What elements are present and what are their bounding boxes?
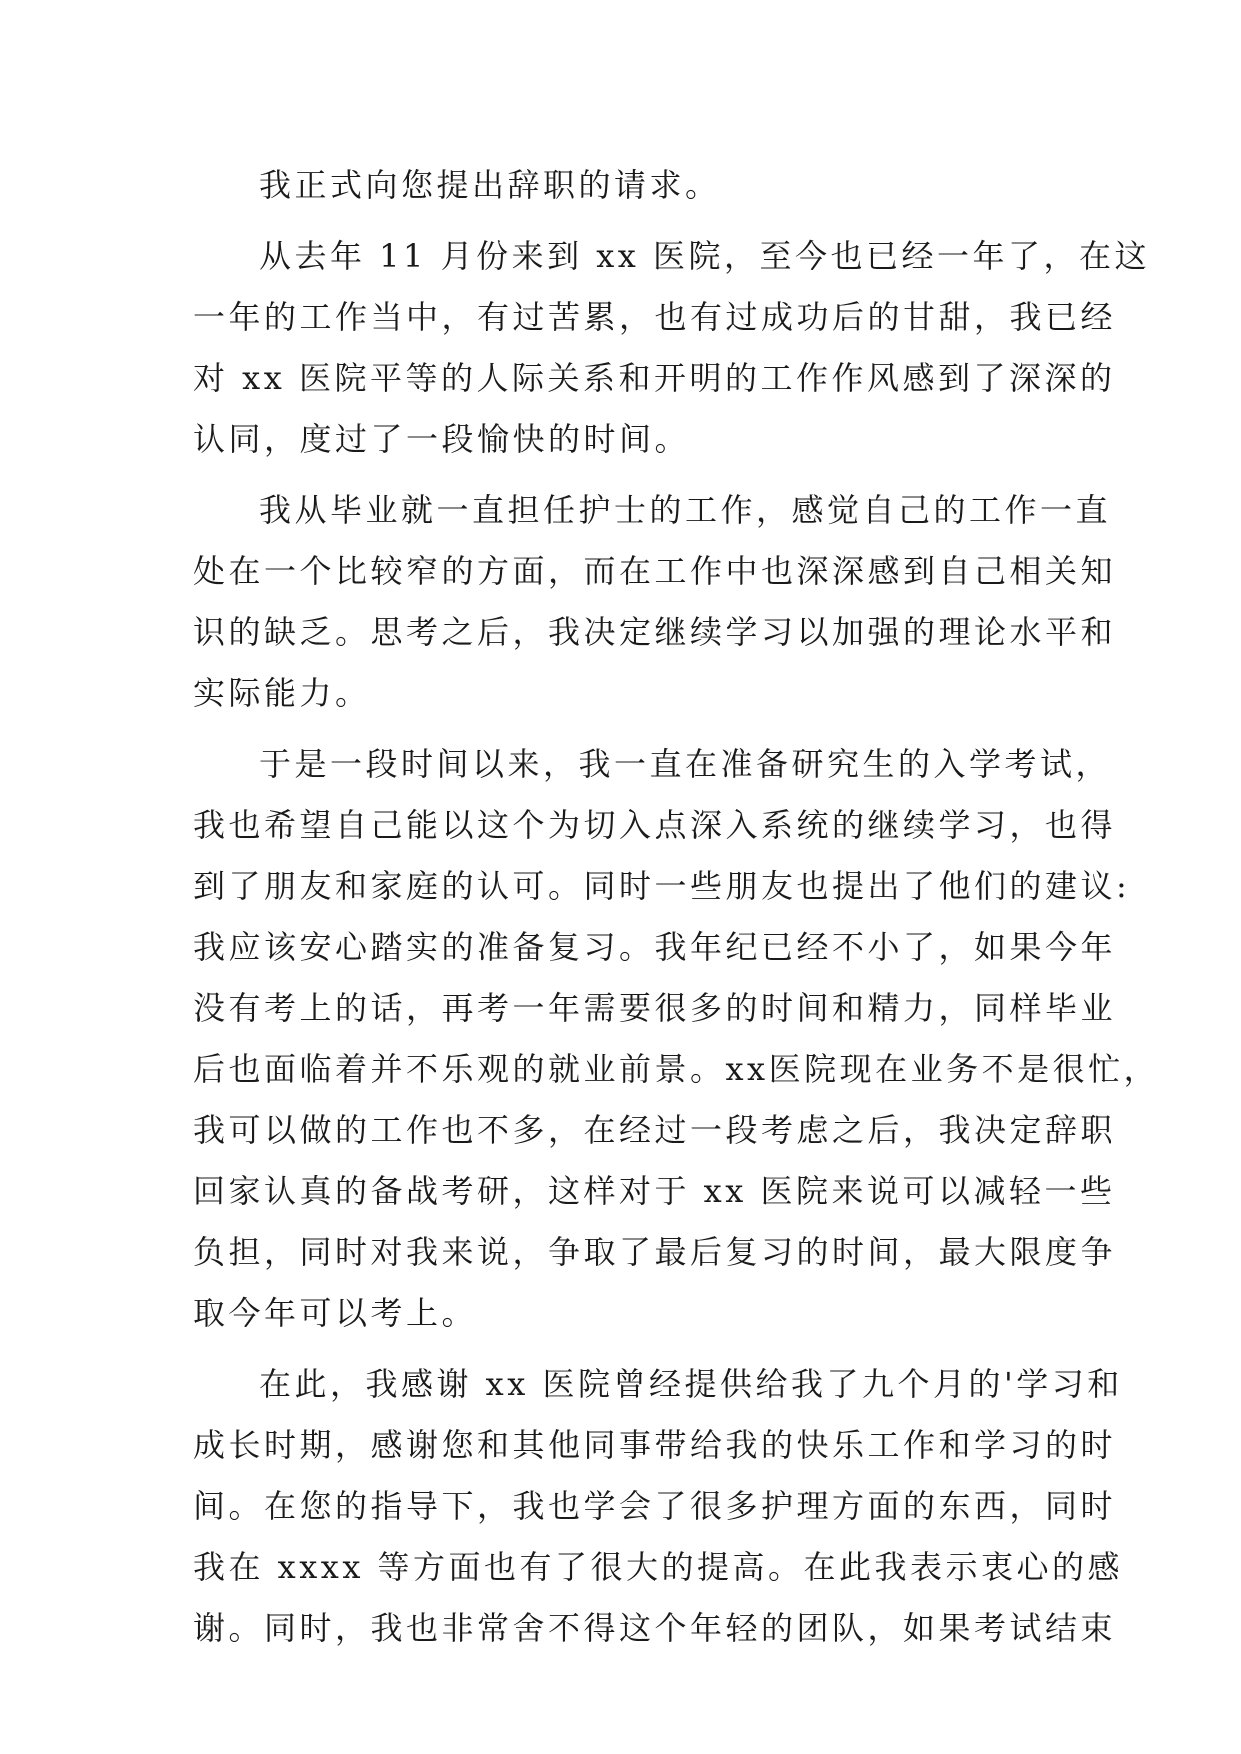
letter-body [193,155,1160,1659]
text-line: 识的缺乏。思考之后，我决定继续学习以加强的理论水平和 [193,613,1117,651]
text-line: 我正式向您提出辞职的请求。 [259,166,721,204]
text-line: 负担，同时对我来说，争取了最后复习的时间，最大限度争 [193,1233,1117,1271]
text-line: 我也希望自己能以这个为切入点深入系统的继续学习，也得 [193,806,1117,844]
text-line: 处在一个比较窄的方面，而在工作中也深深感到自己相关知 [193,552,1117,590]
text-line: 取今年可以考上。 [193,1294,478,1332]
text-line: 于是一段时间以来，我一直在准备研究生的入学考试， [259,745,1112,783]
text-line: 我可以做的工作也不多，在经过一段考虑之后，我决定辞职 [193,1111,1117,1149]
text-line: 认同，度过了一段愉快的时间。 [193,420,691,458]
text-line: 谢。同时，我也非常舍不得这个年轻的团队，如果考试结束 [193,1609,1117,1647]
text-line: 从去年 11 月份来到 xx 医院，至今也已经一年了，在这 [259,237,1151,275]
text-line: 间。在您的指导下，我也学会了很多护理方面的东西，同时 [193,1487,1117,1525]
text-line: 没有考上的话，再考一年需要很多的时间和精力，同样毕业 [193,989,1117,1027]
text-line: 我在 xxxx 等方面也有了很大的提高。在此我表示衷心的感 [193,1548,1124,1586]
text-line: 我从毕业就一直担任护士的工作，感觉自己的工作一直 [259,491,1112,529]
text-line: 一年的工作当中，有过苦累，也有过成功后的甘甜，我已经 [193,298,1117,336]
text-line: 成长时期，感谢您和其他同事带给我的快乐工作和学习的时 [193,1426,1117,1464]
text-line: 实际能力。 [193,674,371,712]
text-line: 对 xx 医院平等的人际关系和开明的工作作风感到了深深的 [193,359,1116,397]
text-line: 我应该安心踏实的准备复习。我年纪已经不小了，如果今年 [193,928,1117,966]
text-line: 回家认真的备战考研，这样对于 xx 医院来说可以减轻一些 [193,1172,1116,1210]
text-line: 在此，我感谢 xx 医院曾经提供给我了九个月的'学习和 [259,1365,1123,1403]
text-line: 后也面临着并不乐观的就业前景。xx医院现在业务不是很忙， [193,1050,1160,1088]
text-line: 到了朋友和家庭的认可。同时一些朋友也提出了他们的建议: [193,867,1131,905]
